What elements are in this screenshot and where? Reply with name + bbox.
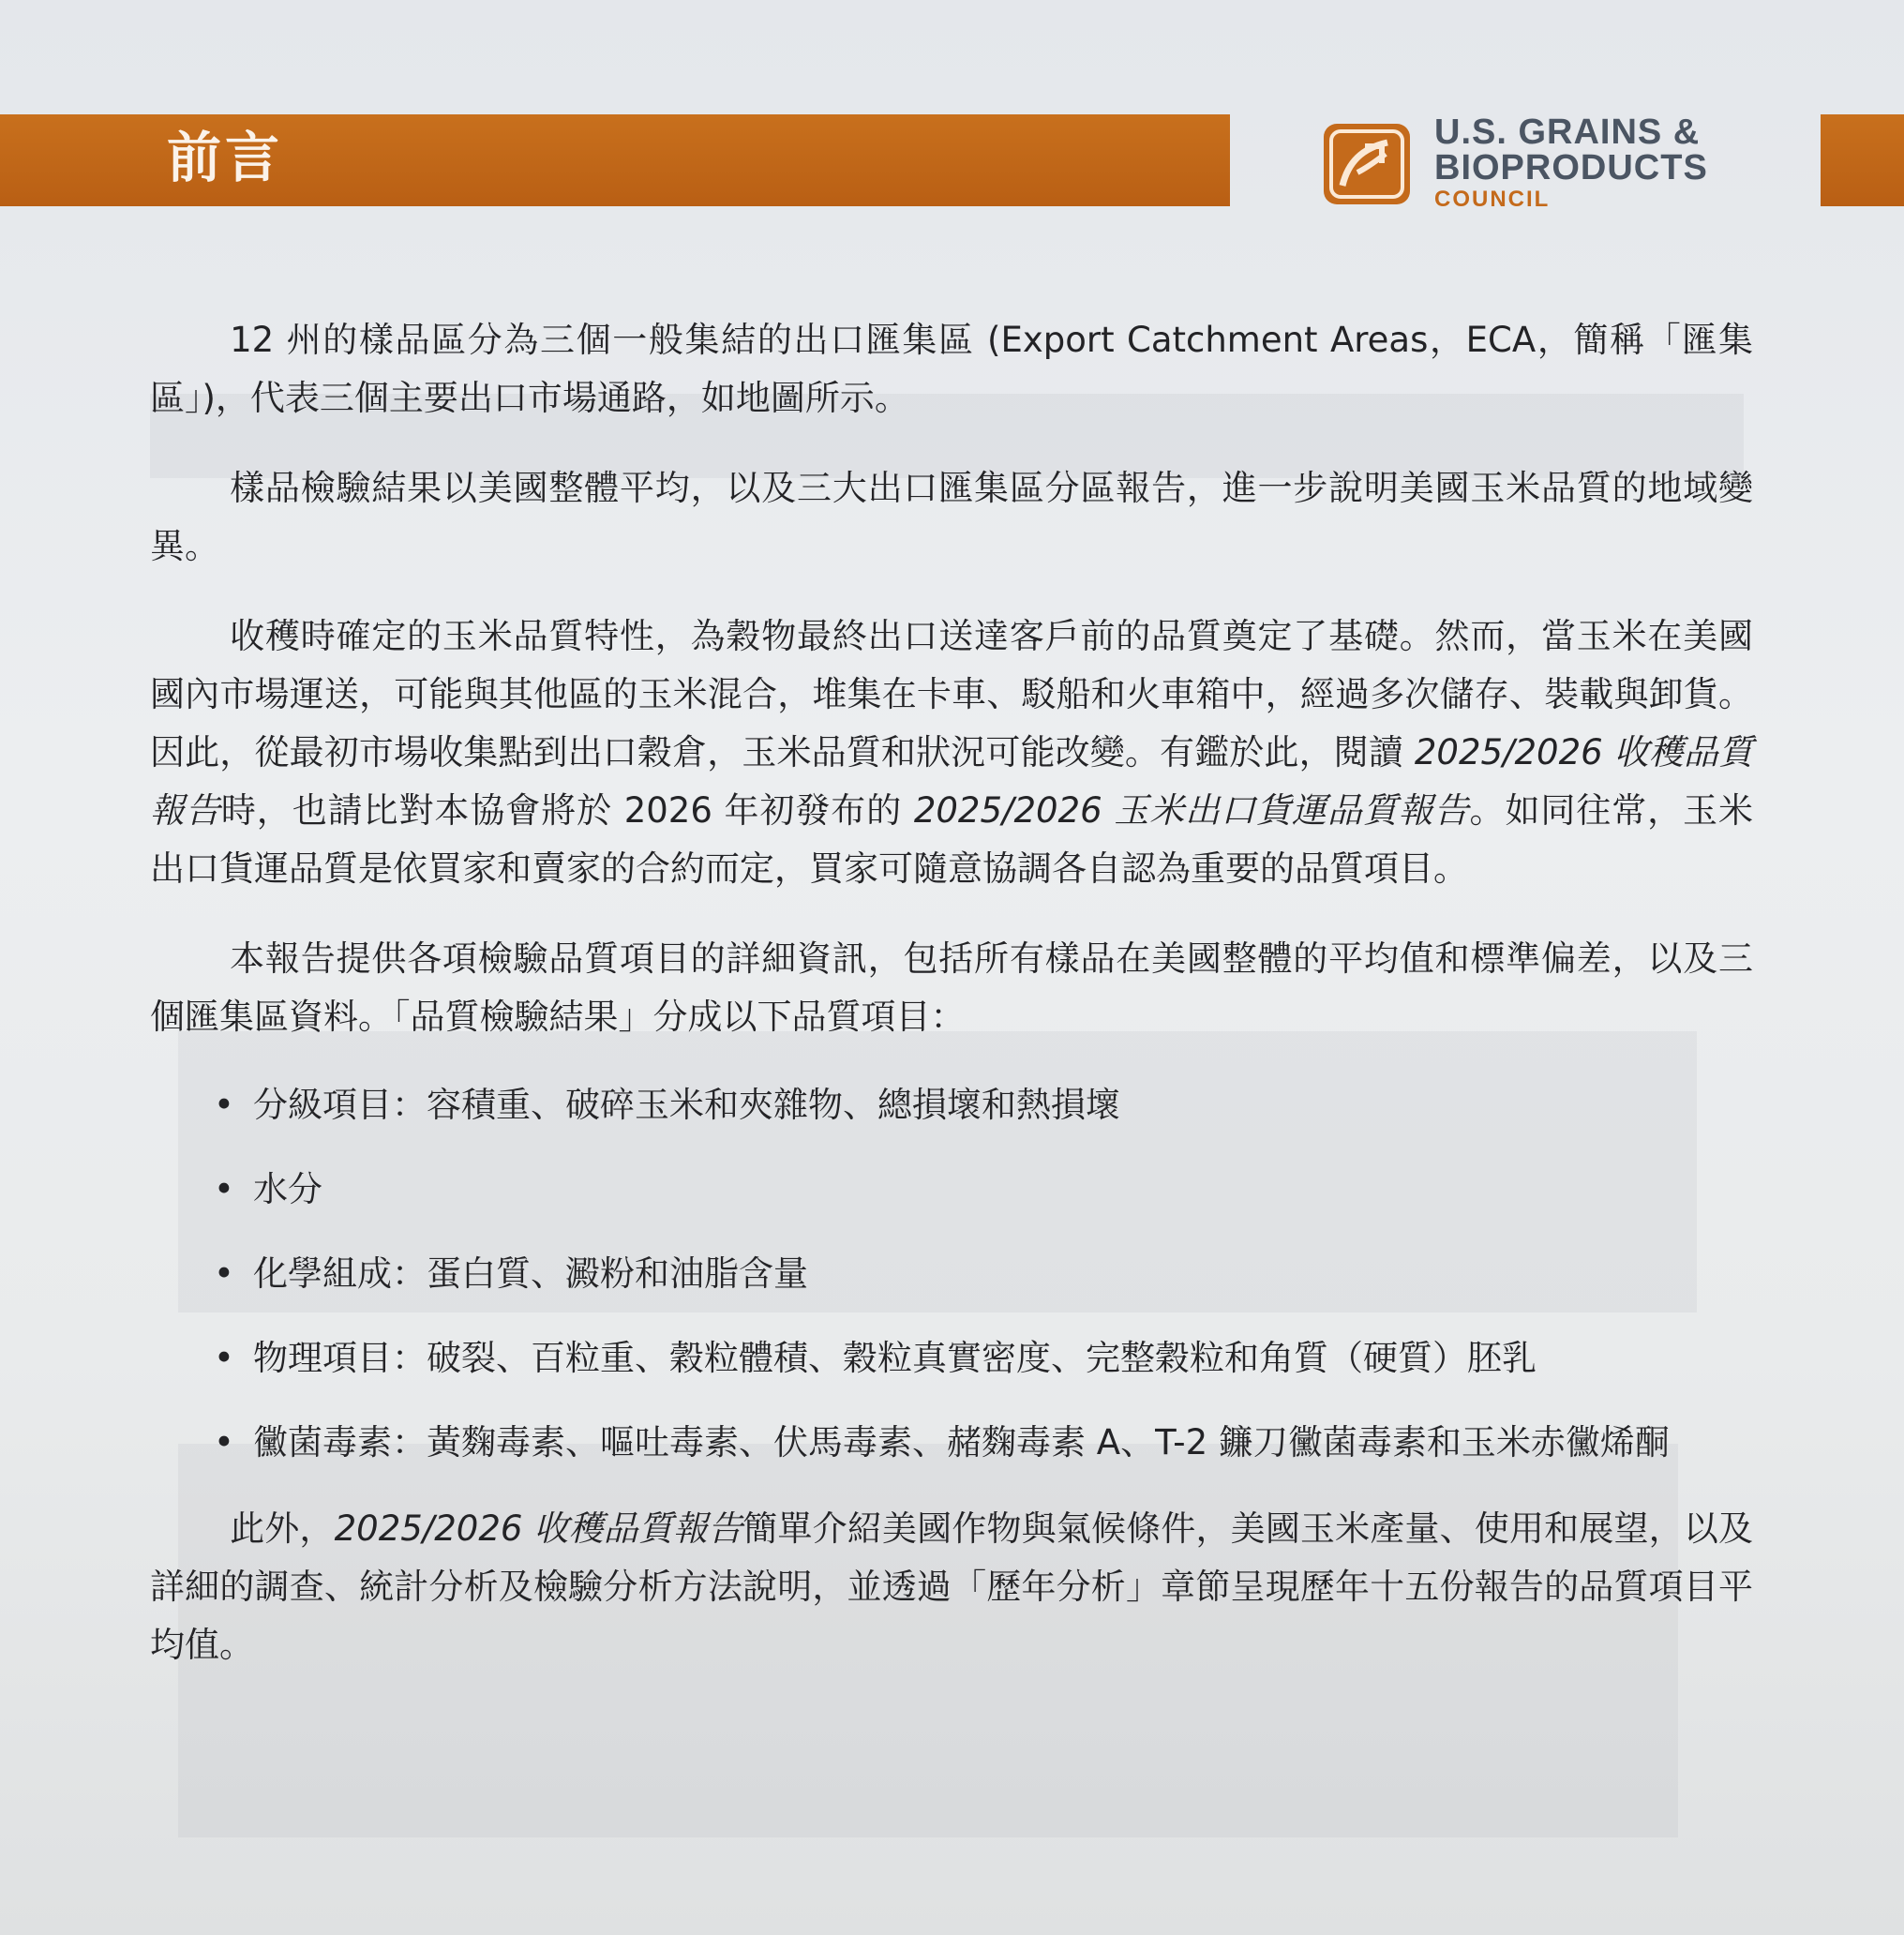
paragraph-3-text-b: 時，也請比對本協會將於 2026 年初發布的	[220, 790, 914, 831]
paragraph-3-text-a: 收穫時確定的玉米品質特性，為穀物最終出口送達客戶前的品質奠定了基礎。然而，當玉米在美國國內市場運送，可能與其他區的玉米混合，堆集在卡車、駁船和火車箱中，經過多次儲存、裝載與卸貨。因此，從最初市場收集點到出口穀倉，玉米品質和狀況可能改變。有鑑於此，閱讀	[150, 616, 1753, 772]
paragraph-3	[150, 608, 1753, 898]
page-title: 前言	[167, 126, 284, 189]
logo-line-3: COUNCIL	[1434, 187, 1551, 212]
list-item: • 物理項目：破裂、百粒重、穀粒體積、穀粒真實密度、完整穀粒和角質（硬質）胚乳	[253, 1331, 1753, 1386]
paragraph-2: 樣品檢驗結果以美國整體平均，以及三大出口匯集區分區報告，進一步說明美國玉米品質的地域變異。	[150, 468, 1753, 566]
list-item: • 化學組成：蛋白質、澱粉和油脂含量	[253, 1247, 1753, 1301]
report-title-harvest: 2025/2026 收穫品質報告	[150, 732, 1753, 831]
list-item: • 分級項目：容積重、破碎玉米和夾雜物、總損壞和熱損壞	[253, 1078, 1753, 1132]
paragraph-4: 本報告提供各項檢驗品質項目的詳細資訊，包括所有樣品在美國整體的平均值和標準偏差，以及三個匯集區資料。「品質檢驗結果」分成以下品質項目：	[150, 938, 1753, 1037]
header-band-right	[1821, 114, 1904, 206]
paragraph-5	[150, 1500, 1753, 1674]
paragraph-5-text-a: 此外，	[230, 1508, 335, 1549]
logo-line-1: U.S. GRAINS &	[1434, 112, 1701, 152]
paragraph-1: 12 州的樣品區分為三個一般集結的出口匯集區 (Export Catchment Areas，ECA，簡稱「匯集區」)，代表三個主要出口市場通路，如地圖所示。	[150, 320, 1753, 418]
list-item: • 水分	[253, 1162, 1753, 1217]
logo-line-2: BIOPRODUCTS	[1434, 148, 1708, 188]
paragraph-5-text-b: 簡單介紹美國作物與氣候條件，美國玉米產量、使用和展望，以及詳細的調查、統計分析及檢驗分析方法說明，並透過「歷年分析」章節呈現歷年十五份報告的品質項目平均值。	[150, 1508, 1754, 1665]
quality-item-list	[150, 1078, 1753, 1470]
body-text	[150, 311, 1753, 1706]
report-title-export: 2025/2026 玉米出口貨運品質報告	[913, 790, 1470, 831]
list-item: • 黴菌毒素：黃麴毒素、嘔吐毒素、伏馬毒素、赭麴毒素 A、T-2 鐮刀黴菌毒素和玉米赤黴烯酮	[253, 1416, 1753, 1470]
report-title-harvest-2: 2025/2026 收穫品質報告	[334, 1508, 743, 1549]
logo-wordmark	[1434, 114, 1708, 214]
paragraph-3-text-c: 。如同往常，玉米出口貨運品質是依買家和賣家的合約而定，買家可隨意協調各自認為重要的品質項目。	[150, 790, 1754, 889]
usgbc-logo-icon	[1320, 120, 1414, 208]
